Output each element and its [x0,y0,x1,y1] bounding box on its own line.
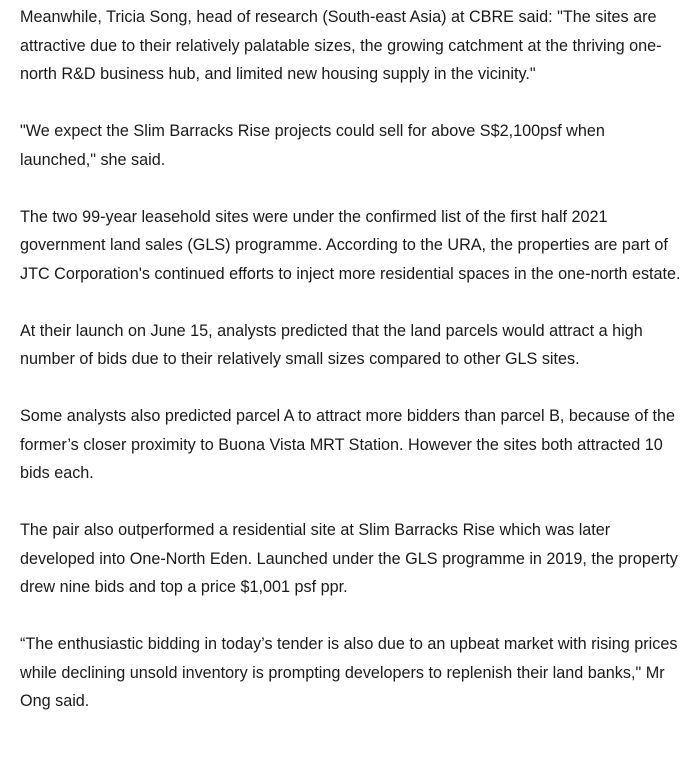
article-body [20,3,685,716]
article-paragraph: Some analysts also predicted parcel A to attract more bidders than parcel B, because of the former’s closer proximity to Buona Vista MRT Station. However the sites both attracted 10 bids each. [20,407,676,482]
article-paragraph: Meanwhile, Tricia Song, head of research (South-east Asia) at CBRE said: "The sites are attractive due to their relatively palatable sizes, the growing catchment at the thriving one-north R&D business hub, and limited new housing supply in the vicinity." [20,8,662,83]
article-paragraph: At their launch on June 15, analysts predicted that the land parcels would attract a high number of bids due to their relatively small sizes compared to other GLS sites. [20,321,643,368]
article-paragraph: The pair also outperformed a residential site at Slim Barracks Rise which was later developed into One-North Eden. Launched under the GLS programme in 2019, the property drew nine bids and top a price $1,001 psf ppr. [20,521,678,596]
article-paragraph: "We expect the Slim Barracks Rise projects could sell for above S$2,100psf when launched," she said. [20,122,605,169]
article-paragraph: The two 99-year leasehold sites were under the confirmed list of the first half 2021 government land sales (GLS) programme. According to the URA, the properties are part of JTC Corporation's continued efforts to inject more residential spaces in the one-north estate. [20,207,681,283]
article-paragraph: “The enthusiastic bidding in today’s tender is also due to an upbeat market with rising prices while declining unsold inventory is prompting developers to replenish their land banks," Mr Ong said. [20,635,678,710]
